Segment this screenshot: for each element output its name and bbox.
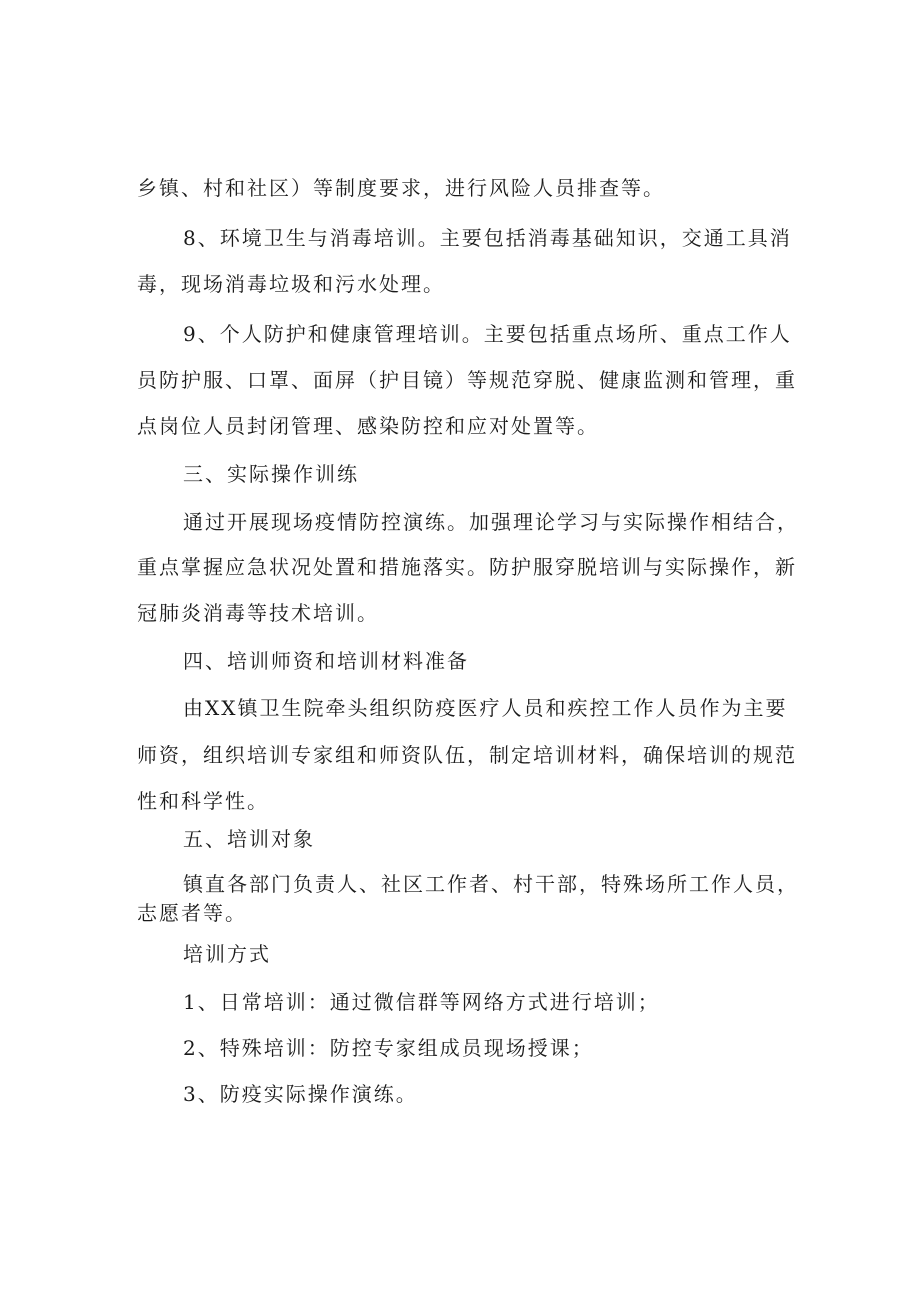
section-heading: 培训方式 [183, 942, 271, 966]
paragraph-line: 镇直各部门负责人、社区工作者、村干部，特殊场所工作人员， [183, 872, 799, 896]
paragraph-line: 员防护服、口罩、面屏（护目镜）等规范穿脱、健康监测和管理，重 [137, 368, 797, 392]
paragraph-line: 8、环境卫生与消毒培训。主要包括消毒基础知识，交通工具消 [183, 226, 792, 250]
paragraph-line: 通过开展现场疫情防控演练。加强理论学习与实际操作相结合， [183, 510, 799, 534]
paragraph-line: 重点掌握应急状况处置和措施落实。防护服穿脱培训与实际操作，新 [137, 555, 797, 579]
paragraph-line: 乡镇、村和社区）等制度要求，进行风险人员排查等。 [137, 176, 665, 200]
section-heading: 三、实际操作训练 [183, 462, 359, 486]
paragraph-line: 性和科学性。 [137, 789, 269, 813]
paragraph-line: 9、个人防护和健康管理培训。主要包括重点场所、重点工作人 [183, 322, 792, 346]
section-heading: 四、培训师资和培训材料准备 [183, 649, 469, 673]
section-heading: 五、培训对象 [183, 827, 315, 851]
paragraph-line: 点岗位人员封闭管理、感染防控和应对处置等。 [137, 414, 599, 438]
paragraph-line: 志愿者等。 [137, 901, 247, 925]
paragraph-line: 师资，组织培训专家组和师资队伍，制定培训材料，确保培训的规范 [137, 743, 797, 767]
paragraph-line: 由XX镇卫生院牵头组织防疫医疗人员和疾控工作人员作为主要 [183, 696, 788, 720]
paragraph-line: 毒，现场消毒垃圾和污水处理。 [137, 272, 445, 296]
list-item: 1、日常培训：通过微信群等网络方式进行培训； [183, 990, 660, 1014]
list-item: 2、特殊培训：防控专家组成员现场授课； [183, 1036, 594, 1060]
paragraph-line: 冠肺炎消毒等技术培训。 [137, 601, 379, 625]
list-item: 3、防疫实际操作演练。 [183, 1082, 418, 1106]
